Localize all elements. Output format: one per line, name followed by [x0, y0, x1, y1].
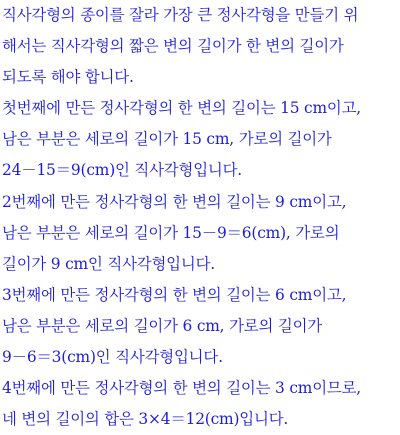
text-line: 첫번째에 만든 정사각형의 한 변의 길이는 15 cm이고,	[2, 99, 361, 118]
text-line: 직사각형의 종이를 잘라 가장 큰 정사각형을 만들기 위	[2, 6, 359, 24]
text-line: 남은 부분은 세로의 길이가 15 cm, 가로의 길이가	[2, 130, 332, 149]
text-line: 2번째에 만든 정사각형의 한 변의 길이는 9 cm이고,	[2, 192, 347, 211]
text-line: 24－15＝9(cm)인 직사각형입니다.	[2, 161, 243, 180]
text-line: 4번째에 만든 정사각형의 한 변의 길이는 3 cm이므로,	[2, 379, 361, 398]
text-line: 남은 부분은 세로의 길이가 15－9＝6(cm), 가로의	[2, 223, 340, 242]
text-line: 9－6＝3(cm)인 직사각형입니다.	[2, 348, 223, 367]
text-line: 되도록 해야 합니다.	[2, 68, 134, 87]
text-line: 길이가 9 cm인 직사각형입니다.	[2, 254, 215, 273]
text-line: 3번째에 만든 정사각형의 한 변의 길이는 6 cm이고,	[2, 285, 347, 304]
text-line: 남은 부분은 세로의 길이가 6 cm, 가로의 길이가	[2, 316, 322, 335]
text-line: 네 변의 길이의 합은 3×4＝12(cm)입니다.	[2, 410, 289, 429]
text-line: 해서는 직사각형의 짧은 변의 길이가 한 변의 길이가	[2, 37, 344, 56]
